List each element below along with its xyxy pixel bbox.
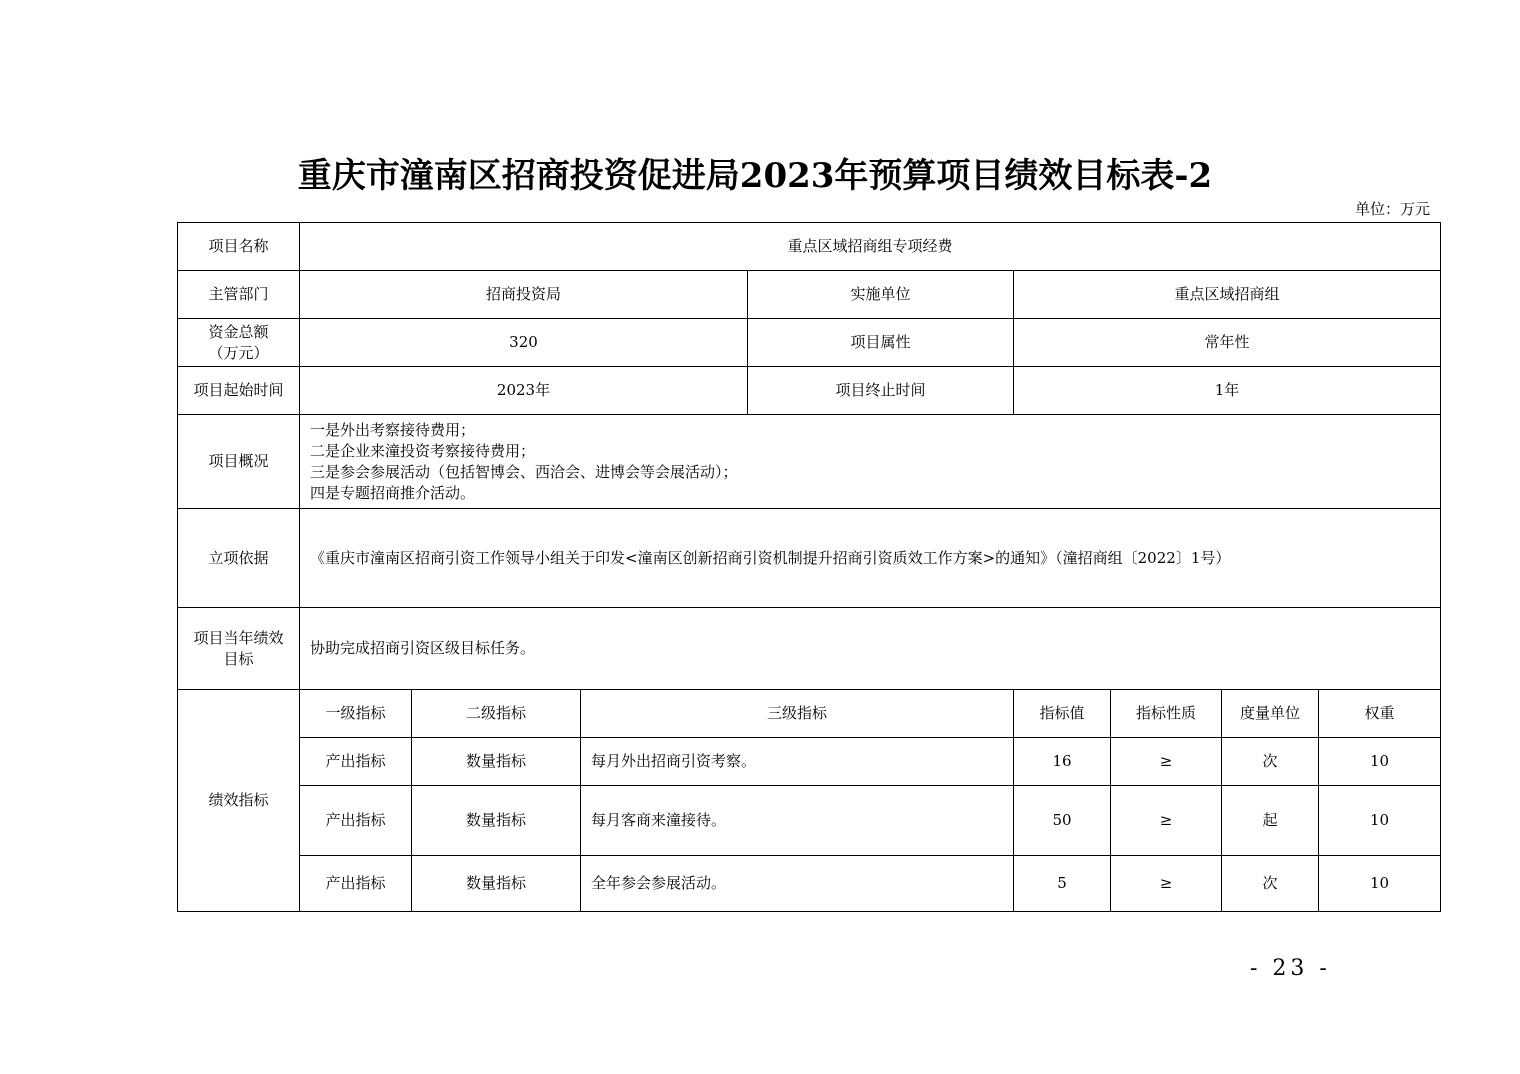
cell-level2: 数量指标 (412, 738, 581, 786)
fund-total-label-line1: 资金总额 (208, 322, 269, 341)
cell-value: 16 (1014, 738, 1111, 786)
indicator-header-row (178, 690, 1441, 738)
row-overview (178, 415, 1441, 509)
row-department (178, 271, 1441, 319)
cell-level1: 产出指标 (300, 786, 412, 856)
implementing-unit-value: 重点区域招商组 (1014, 271, 1441, 319)
department-label: 主管部门 (178, 271, 300, 319)
row-basis (178, 509, 1441, 608)
unit-note: 单位：万元 (1354, 200, 1430, 218)
table-row (178, 786, 1441, 856)
annual-goal-value: 协助完成招商引资区级目标任务。 (300, 608, 1441, 690)
cell-value: 5 (1014, 856, 1111, 912)
overview-line: 三是参会参展活动（包括智博会、西洽会、进博会等会展活动）； (310, 462, 738, 481)
annual-goal-label-line2: 目标 (223, 649, 254, 668)
cell-unit: 次 (1222, 738, 1319, 786)
row-time (178, 367, 1441, 415)
project-name-label: 项目名称 (178, 223, 300, 271)
header-nature: 指标性质 (1111, 690, 1222, 738)
basis-label: 立项依据 (178, 509, 300, 608)
header-level1: 一级指标 (300, 690, 412, 738)
cell-nature: ≥ (1111, 738, 1222, 786)
table-row (178, 738, 1441, 786)
start-time-label: 项目起始时间 (178, 367, 300, 415)
cell-nature: ≥ (1111, 856, 1222, 912)
cell-unit: 次 (1222, 856, 1319, 912)
project-name-value: 重点区域招商组专项经费 (300, 223, 1441, 271)
cell-level2: 数量指标 (412, 856, 581, 912)
row-annual-goal (178, 608, 1441, 690)
cell-value: 50 (1014, 786, 1111, 856)
department-value: 招商投资局 (300, 271, 748, 319)
cell-unit: 起 (1222, 786, 1319, 856)
cell-level1: 产出指标 (300, 856, 412, 912)
start-time-value: 2023年 (300, 367, 748, 415)
project-attribute-label: 项目属性 (748, 319, 1014, 367)
cell-level1: 产出指标 (300, 738, 412, 786)
header-level2: 二级指标 (412, 690, 581, 738)
annual-goal-label-line1: 项目当年绩效 (193, 628, 284, 647)
row-fund (178, 319, 1441, 367)
cell-weight: 10 (1319, 856, 1441, 912)
header-weight: 权重 (1319, 690, 1441, 738)
fund-total-value: 320 (300, 319, 748, 367)
header-level3: 三级指标 (581, 690, 1014, 738)
overview-line: 二是企业来潼投资考察接待费用； (310, 441, 536, 460)
cell-weight: 10 (1319, 738, 1441, 786)
project-attribute-value: 常年性 (1014, 319, 1441, 367)
table-row (178, 856, 1441, 912)
page-number: - 23 - (1250, 956, 1331, 981)
document-title: 重庆市潼南区招商投资促进局2023年预算项目绩效目标表-2 (297, 156, 1213, 196)
end-time-label: 项目终止时间 (748, 367, 1014, 415)
cell-level3: 每月客商来潼接待。 (581, 786, 1014, 856)
header-unit: 度量单位 (1222, 690, 1319, 738)
cell-weight: 10 (1319, 786, 1441, 856)
performance-target-table (177, 222, 1441, 912)
fund-total-label (178, 319, 300, 367)
overview-line: 一是外出考察接待费用； (310, 420, 476, 439)
end-time-value: 1年 (1014, 367, 1441, 415)
cell-level3: 全年参会参展活动。 (581, 856, 1014, 912)
cell-level2: 数量指标 (412, 786, 581, 856)
header-value: 指标值 (1014, 690, 1111, 738)
annual-goal-label (178, 608, 300, 690)
row-project-name (178, 223, 1441, 271)
overview-line: 四是专题招商推介活动。 (310, 483, 476, 502)
fund-total-label-line2: （万元） (208, 343, 269, 362)
implementing-unit-label: 实施单位 (748, 271, 1014, 319)
cell-nature: ≥ (1111, 786, 1222, 856)
basis-value: 《重庆市潼南区招商引资工作领导小组关于印发<潼南区创新招商引资机制提升招商引资质效工作方案>的通知》（潼招商组〔2022〕1号） (300, 509, 1441, 608)
cell-level3: 每月外出招商引资考察。 (581, 738, 1014, 786)
overview-value (300, 415, 1441, 509)
indicators-section-label: 绩效指标 (178, 690, 300, 912)
overview-label: 项目概况 (178, 415, 300, 509)
